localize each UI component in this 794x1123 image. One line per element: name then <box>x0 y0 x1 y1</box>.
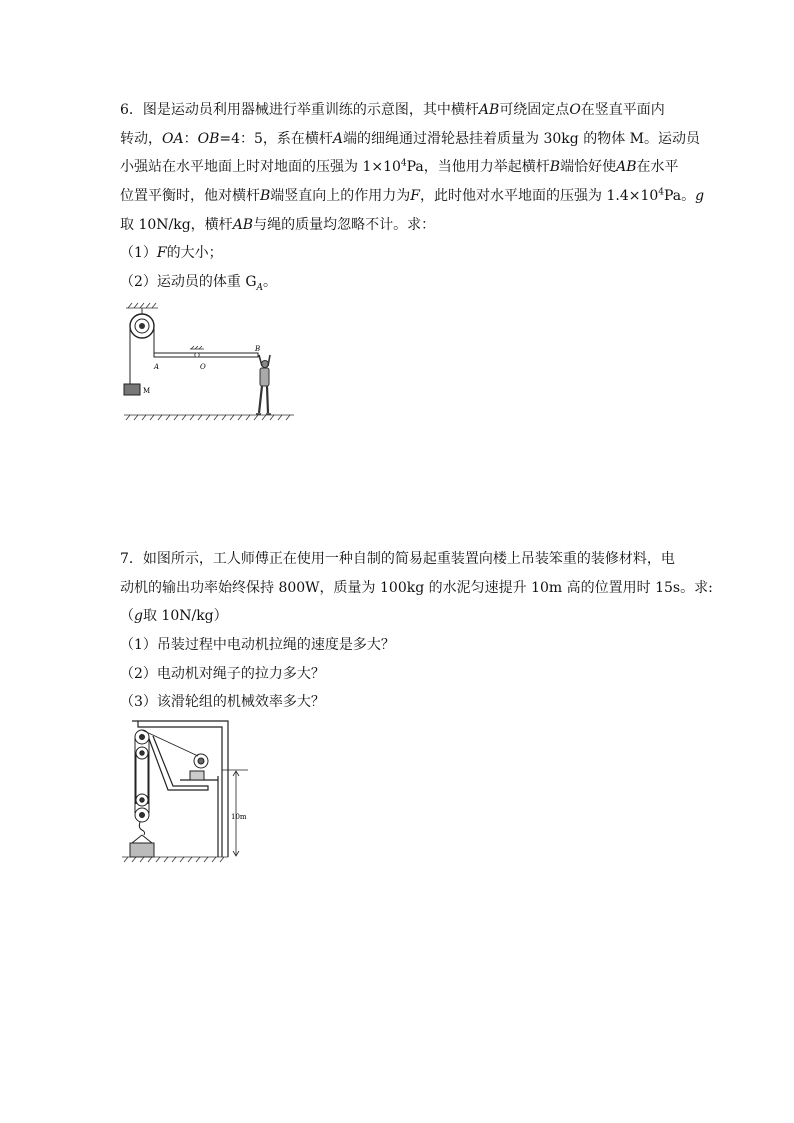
mass-M <box>124 384 140 395</box>
label-O: O <box>200 363 206 371</box>
ground-hatch <box>124 415 294 420</box>
label-A: A <box>154 363 160 371</box>
pulley <box>130 314 154 338</box>
q6-line-3: 小强站在水平地面上时对地面的压强为 $1\times 10^4Pa$，当他用力举起横杆B端恰好使AB在水平 <box>120 158 679 175</box>
label-M: M <box>143 387 151 395</box>
cement-load <box>130 835 154 857</box>
athlete-figure <box>256 355 271 414</box>
fixed-pulley <box>135 730 149 759</box>
motor <box>190 754 208 780</box>
q6-line-5: 取 10N/kg，横杆AB与绳的质量均忽略不计。求： <box>120 217 436 233</box>
q7-crane-figure <box>118 716 263 866</box>
q6-sub-2: （2）运动员的体重 $G_A$。 <box>120 274 278 293</box>
q7-sub-3: （3）该滑轮组的机械效率多大？ <box>120 694 325 710</box>
ceiling-hatch <box>126 303 158 308</box>
q7-sub-1: （1）吊装过程中电动机拉绳的速度是多大？ <box>120 637 395 653</box>
q6-sub-1: （1）F的大小； <box>120 245 223 261</box>
q7-line-1: 7．如图所示，工人师傅正在使用一种自制的简易起重装置向楼上吊装笨重的装修材料，电 <box>120 551 675 567</box>
q7-line-2: 动机的输出功率始终保持 800W，质量为 100kg 的水泥匀速提升 10m 高的位置用时 15s。求: <box>120 580 713 596</box>
q6-line-1: 6．图是运动员利用器械进行举重训练的示意图，其中横杆AB可绕固定点O在竖直平面内 <box>120 102 665 118</box>
lever-AB <box>154 353 258 357</box>
q7-sub-2: （2）电动机对绳子的拉力多大？ <box>120 666 325 682</box>
height-label: 10m <box>231 813 247 821</box>
q6-line-2: 转动，OA：OB=4：5，系在横杆A端的细绳通过滑轮悬挂着质量为 30kg 的物体 M。运动员 <box>120 131 700 147</box>
q6-line-4: 位置平衡时，他对横杆B端竖直向上的作用力为F，此时他对水平地面的压强为 $1.4\times 10^4Pa$。g <box>120 187 705 204</box>
q6-lever-figure <box>118 300 298 425</box>
ground-hatch <box>122 857 228 862</box>
q7-line-3: （g取 10N/kg） <box>120 608 228 624</box>
label-B: B <box>255 345 261 353</box>
movable-pulley <box>135 794 149 835</box>
